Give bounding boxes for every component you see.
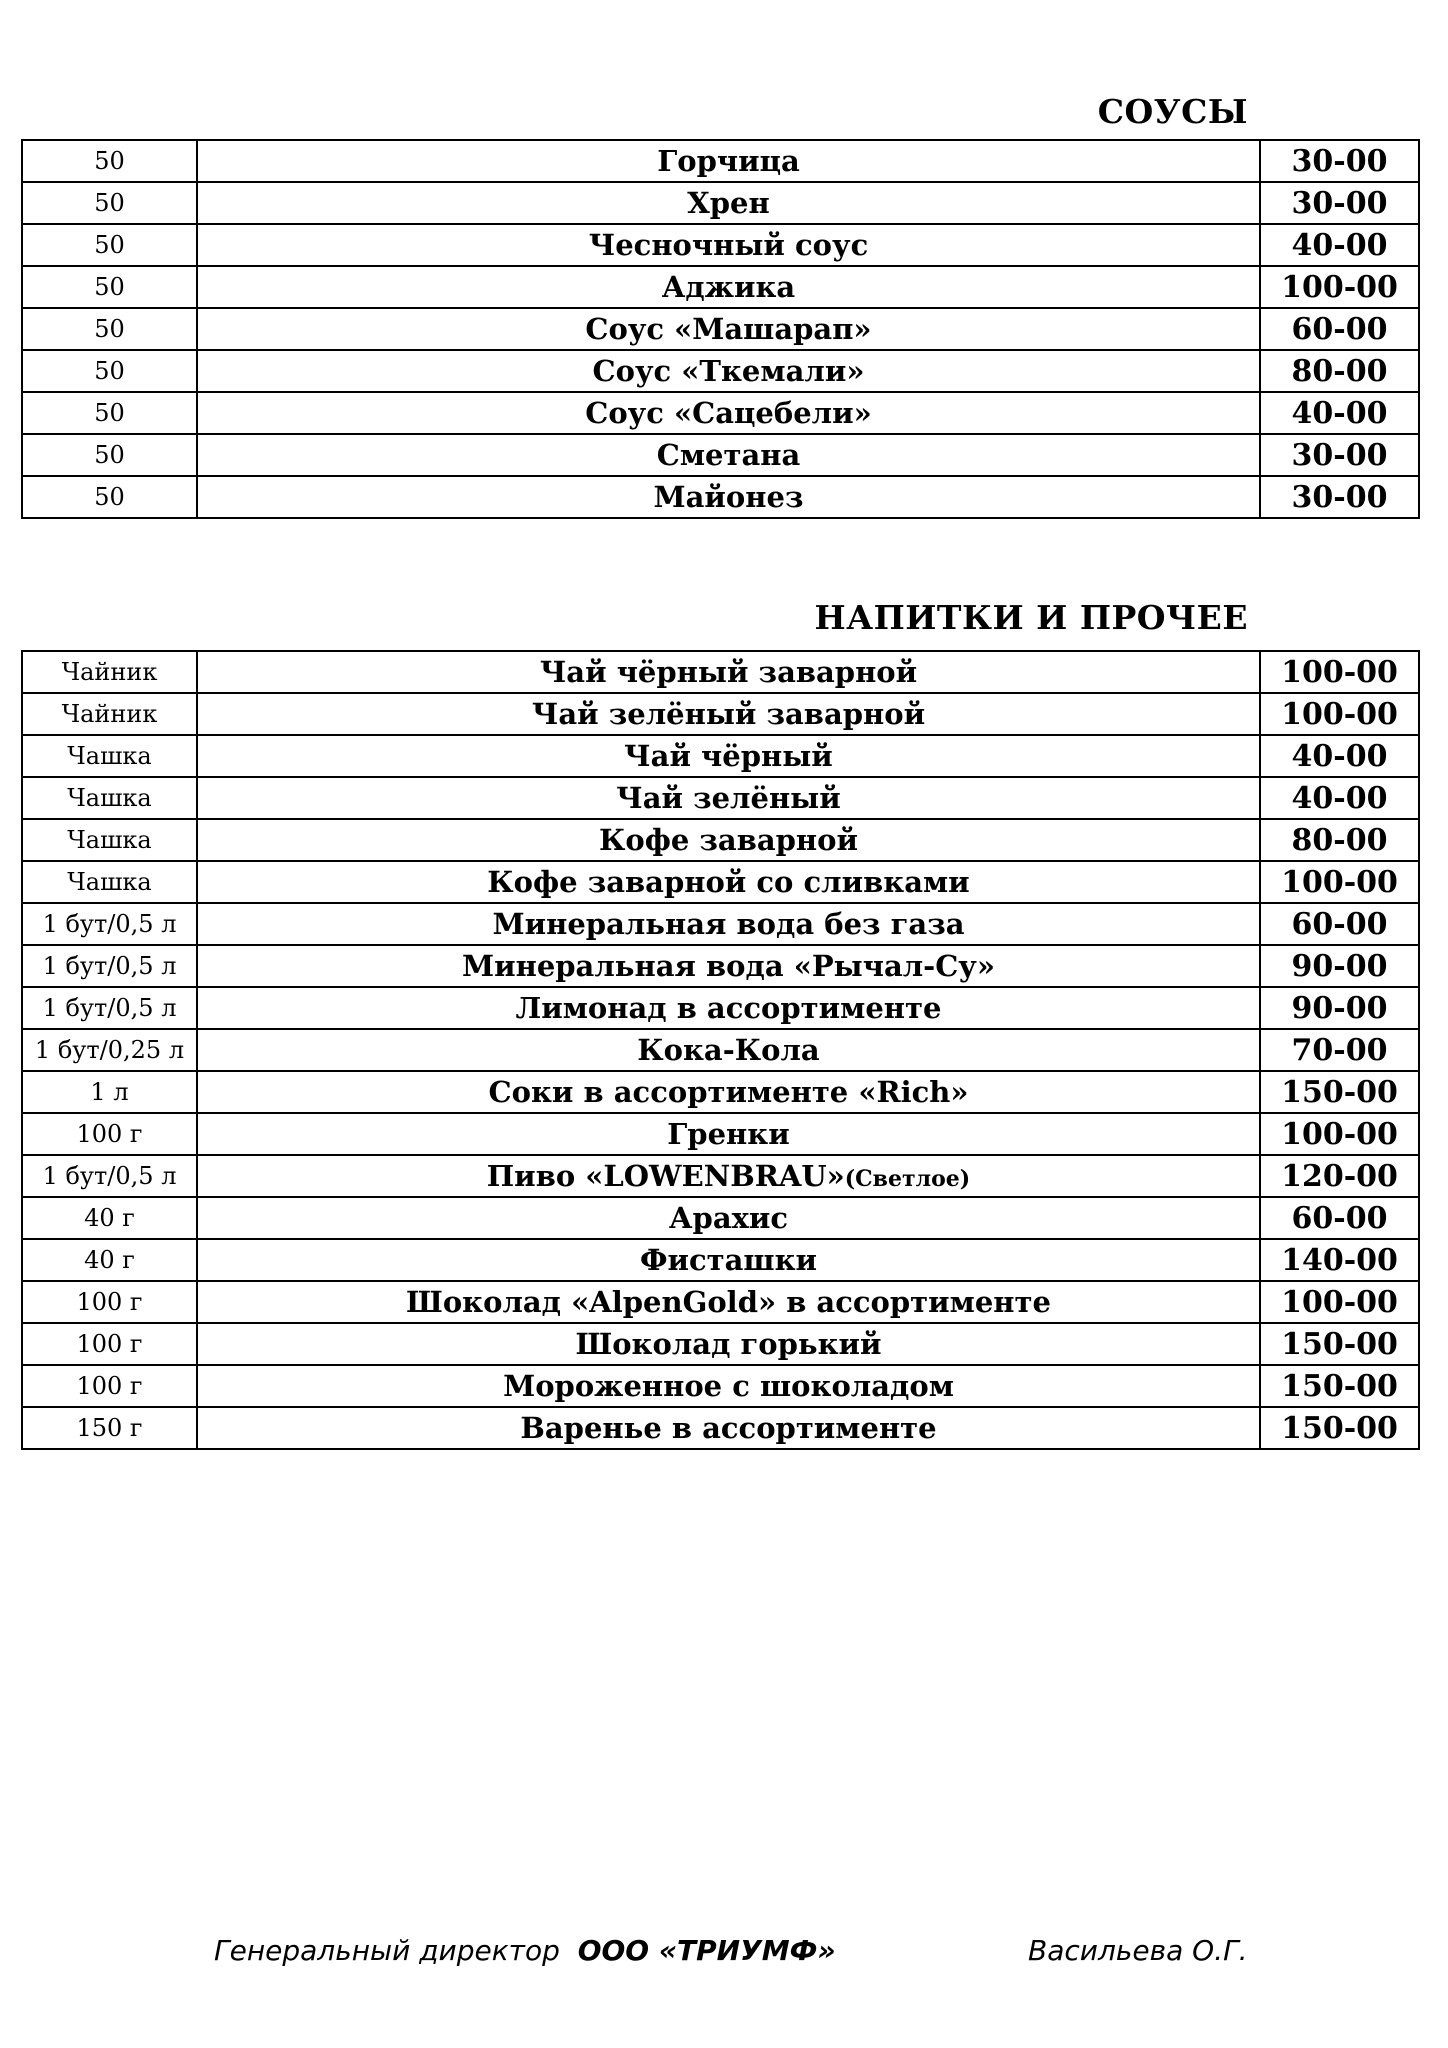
portion-cell: 50 (22, 308, 197, 350)
item-name-cell (197, 1155, 1260, 1197)
item-name-cell (197, 350, 1260, 392)
table-row (22, 434, 1419, 476)
table-row (22, 777, 1419, 819)
table-row (22, 392, 1419, 434)
footer-signature-line (214, 1934, 836, 1967)
item-name-cell (197, 434, 1260, 476)
price-cell: 140-00 (1260, 1239, 1419, 1281)
table-row (22, 651, 1419, 693)
item-name-cell (197, 693, 1260, 735)
item-name: Соус «Ткемали» (592, 354, 865, 388)
table-row (22, 693, 1419, 735)
item-name-cell (197, 392, 1260, 434)
table-row (22, 350, 1419, 392)
item-name: Гренки (667, 1117, 790, 1151)
table-row (22, 1323, 1419, 1365)
item-name: Соус «Машарап» (585, 312, 872, 346)
item-name-cell (197, 1197, 1260, 1239)
item-name-cell (197, 1323, 1260, 1365)
price-cell: 30-00 (1260, 434, 1419, 476)
price-cell: 40-00 (1260, 777, 1419, 819)
table-row (22, 1029, 1419, 1071)
item-name: Лимонад в ассортименте (515, 991, 942, 1025)
table-row (22, 903, 1419, 945)
item-name: Шоколад «AlpenGold» в ассортименте (406, 1285, 1051, 1319)
item-name-cell (197, 1407, 1260, 1449)
table-row (22, 1239, 1419, 1281)
drinks-section-title: НАПИТКИ И ПРОЧЕЕ (814, 598, 1248, 637)
item-name: Кофе заварной (598, 823, 859, 857)
portion-cell: 100 г (22, 1281, 197, 1323)
item-name: Аджика (661, 270, 796, 304)
item-name: Сметана (656, 438, 801, 472)
portion-cell: 100 г (22, 1113, 197, 1155)
portion-cell: 150 г (22, 1407, 197, 1449)
item-name-cell (197, 861, 1260, 903)
item-name-cell (197, 1113, 1260, 1155)
table-row (22, 224, 1419, 266)
item-name: Арахис (668, 1201, 789, 1235)
item-name-cell (197, 903, 1260, 945)
table-row (22, 735, 1419, 777)
table-row (22, 266, 1419, 308)
portion-cell: 100 г (22, 1323, 197, 1365)
portion-cell: 50 (22, 266, 197, 308)
portion-cell: 1 бут/0,5 л (22, 945, 197, 987)
price-cell: 60-00 (1260, 1197, 1419, 1239)
item-name-cell (197, 308, 1260, 350)
item-name-cell (197, 140, 1260, 182)
item-name-cell (197, 945, 1260, 987)
table-row (22, 1155, 1419, 1197)
table-row (22, 987, 1419, 1029)
portion-cell: 1 бут/0,25 л (22, 1029, 197, 1071)
portion-cell: 1 л (22, 1071, 197, 1113)
item-name-cell (197, 777, 1260, 819)
item-name-cell (197, 1071, 1260, 1113)
price-cell: 150-00 (1260, 1407, 1419, 1449)
price-cell: 100-00 (1260, 651, 1419, 693)
table-row (22, 1197, 1419, 1239)
price-cell: 60-00 (1260, 903, 1419, 945)
item-name: Чай чёрный (624, 739, 833, 773)
item-name-cell (197, 266, 1260, 308)
item-name-cell (197, 1239, 1260, 1281)
portion-cell: 50 (22, 392, 197, 434)
item-name: Минеральная вода «Рычал-Су» (461, 949, 995, 983)
item-name-cell (197, 987, 1260, 1029)
table-row (22, 1113, 1419, 1155)
price-cell: 100-00 (1260, 266, 1419, 308)
sauces-table (21, 139, 1420, 519)
price-cell: 40-00 (1260, 735, 1419, 777)
portion-cell: 50 (22, 476, 197, 518)
price-cell: 100-00 (1260, 693, 1419, 735)
table-row (22, 182, 1419, 224)
item-name-cell (197, 651, 1260, 693)
portion-cell: Чашка (22, 735, 197, 777)
price-cell: 40-00 (1260, 392, 1419, 434)
price-cell: 100-00 (1260, 861, 1419, 903)
price-cell: 70-00 (1260, 1029, 1419, 1071)
price-cell: 40-00 (1260, 224, 1419, 266)
item-name: Варенье в ассортименте (520, 1411, 937, 1445)
table-row (22, 308, 1419, 350)
price-cell: 120-00 (1260, 1155, 1419, 1197)
portion-cell: Чашка (22, 777, 197, 819)
portion-cell: Чашка (22, 861, 197, 903)
portion-cell: Чашка (22, 819, 197, 861)
table-row (22, 1281, 1419, 1323)
table-row (22, 476, 1419, 518)
item-name: Чай зелёный заварной (531, 697, 926, 731)
price-cell: 150-00 (1260, 1365, 1419, 1407)
price-cell: 90-00 (1260, 945, 1419, 987)
sauces-section-title: СОУСЫ (1097, 92, 1248, 131)
price-cell: 100-00 (1260, 1113, 1419, 1155)
item-name: Фисташки (639, 1243, 818, 1277)
price-cell: 80-00 (1260, 350, 1419, 392)
item-name: Шоколад горький (575, 1327, 882, 1361)
price-cell: 90-00 (1260, 987, 1419, 1029)
price-cell: 80-00 (1260, 819, 1419, 861)
item-name: Кока-Кола (637, 1033, 820, 1067)
item-name: Майонез (653, 480, 804, 514)
portion-cell: 50 (22, 140, 197, 182)
price-cell: 100-00 (1260, 1281, 1419, 1323)
item-name-cell (197, 1029, 1260, 1071)
sauces-table-body (22, 140, 1419, 518)
item-name: Чай чёрный заварной (539, 655, 918, 689)
table-row (22, 1071, 1419, 1113)
item-note: (Светлое) (844, 1166, 971, 1192)
drinks-table (21, 650, 1420, 1450)
portion-cell: 1 бут/0,5 л (22, 1155, 197, 1197)
item-name-cell (197, 1281, 1260, 1323)
portion-cell: 1 бут/0,5 л (22, 987, 197, 1029)
item-name: Пиво «LOWENBRAU» (486, 1159, 845, 1193)
item-name-cell (197, 1365, 1260, 1407)
item-name: Хрен (687, 186, 770, 220)
table-row (22, 819, 1419, 861)
table-row (22, 861, 1419, 903)
table-row (22, 945, 1419, 987)
item-name-cell (197, 735, 1260, 777)
item-name: Кофе заварной со сливками (487, 865, 970, 899)
table-row (22, 1407, 1419, 1449)
portion-cell: 100 г (22, 1365, 197, 1407)
price-cell: 150-00 (1260, 1323, 1419, 1365)
item-name-cell (197, 224, 1260, 266)
portion-cell: 40 г (22, 1197, 197, 1239)
portion-cell: 50 (22, 350, 197, 392)
item-name-cell (197, 182, 1260, 224)
item-name-cell (197, 819, 1260, 861)
portion-cell: Чайник (22, 693, 197, 735)
item-name: Мороженное с шоколадом (503, 1369, 954, 1403)
item-name-cell (197, 476, 1260, 518)
table-row (22, 1365, 1419, 1407)
item-name: Соус «Сацебели» (585, 396, 872, 430)
drinks-table-body (22, 651, 1419, 1449)
portion-cell: 50 (22, 182, 197, 224)
portion-cell: 40 г (22, 1239, 197, 1281)
company-name: ООО «ТРИУМФ» (577, 1934, 836, 1967)
portion-cell: 1 бут/0,5 л (22, 903, 197, 945)
director-position: Генеральный директор (214, 1934, 560, 1967)
price-cell: 30-00 (1260, 182, 1419, 224)
portion-cell: Чайник (22, 651, 197, 693)
item-name: Горчица (657, 144, 800, 178)
price-cell: 30-00 (1260, 140, 1419, 182)
signatory-name: Васильева О.Г. (1028, 1934, 1248, 1967)
portion-cell: 50 (22, 224, 197, 266)
price-cell: 30-00 (1260, 476, 1419, 518)
item-name: Чай зелёный (616, 781, 841, 815)
portion-cell: 50 (22, 434, 197, 476)
price-cell: 60-00 (1260, 308, 1419, 350)
item-name: Соки в ассортименте «Rich» (488, 1075, 969, 1109)
item-name: Чесночный соус (588, 228, 869, 262)
table-row (22, 140, 1419, 182)
price-cell: 150-00 (1260, 1071, 1419, 1113)
item-name: Минеральная вода без газа (492, 907, 965, 941)
